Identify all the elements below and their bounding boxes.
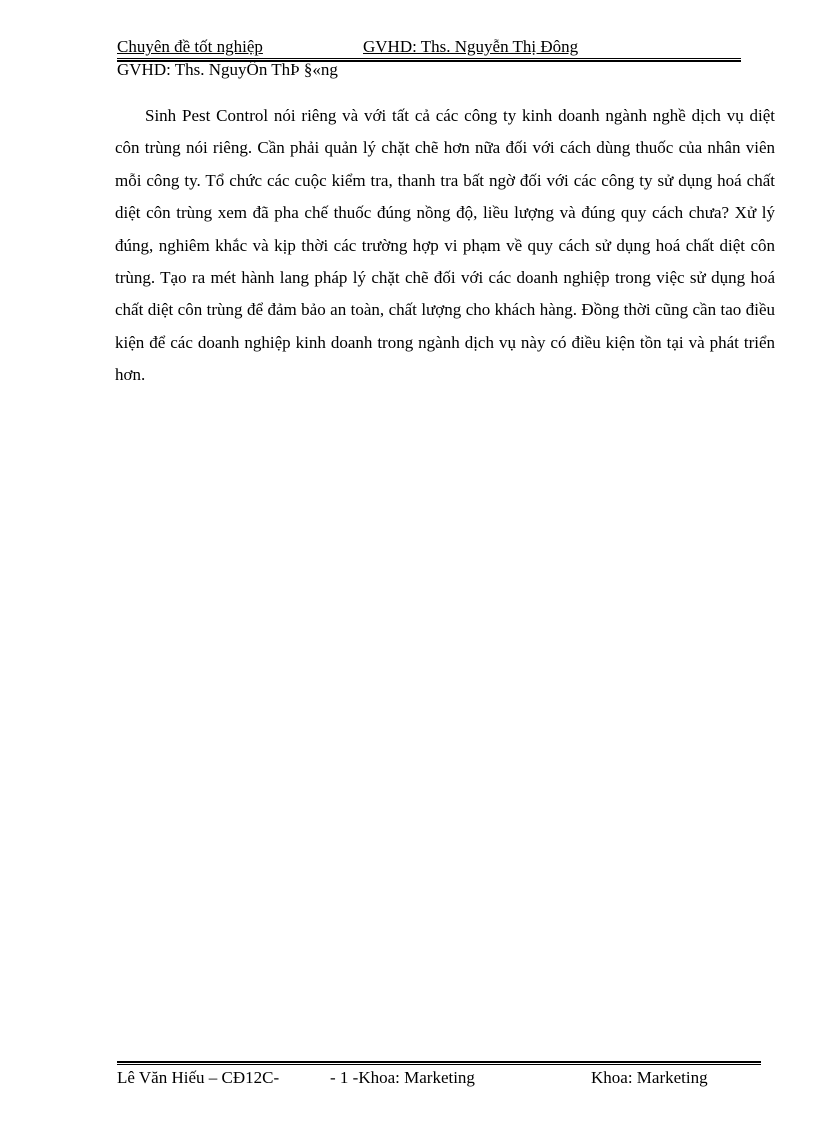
footer-author: Lê Văn Hiếu – CĐ12C- <box>117 1068 280 1087</box>
page-footer <box>117 1068 761 1090</box>
body-paragraph: Sinh Pest Control nói riêng và với tất cả các công ty kinh doanh ngành nghề dịch vụ diệt côn trùng nói riêng. Cần phải quản lý chặt chẽ hơn nữa đối với cách dùng thuốc của nhân viên mỗi công ty. Tổ chức các cuộc kiểm tra, thanh tra bất ngờ đối với các công ty sử dụng hoá chất diệt côn trùng xem đã pha chế thuốc đúng nồng độ, liều lượng và đúng quy cách chưa? Xử lý đúng, nghiêm khắc và kịp thời các trường hợp vi phạm về quy cách sử dụng hoá chất diệt côn trùng. Tạo ra mét hành lang pháp lý chặt chẽ đối với các doanh nghiệp trong việc sử dụng hoá chất diệt côn trùng để đảm bảo an toàn, chất lượng cho khách hàng. Đồng thời cũng cần tao điều kiện để các doanh nghiệp kinh doanh trong ngành dịch vụ này có điều kiện tồn tại và phát triển hơn. <box>115 106 775 385</box>
footer-department: Khoa: Marketing <box>591 1068 708 1087</box>
footer-divider <box>117 1061 761 1065</box>
header-supervisor-legacy-encoding: GVHD: Ths. NguyÔn ThÞ §«ng <box>117 60 338 79</box>
footer-page-number: - 1 -Khoa: Marketing <box>330 1068 475 1087</box>
header-document-title: Chuyên đề tốt nghiệp <box>117 37 263 56</box>
header-supervisor: GVHD: Ths. Nguyễn Thị Đông <box>363 37 579 56</box>
page-header <box>117 37 741 57</box>
